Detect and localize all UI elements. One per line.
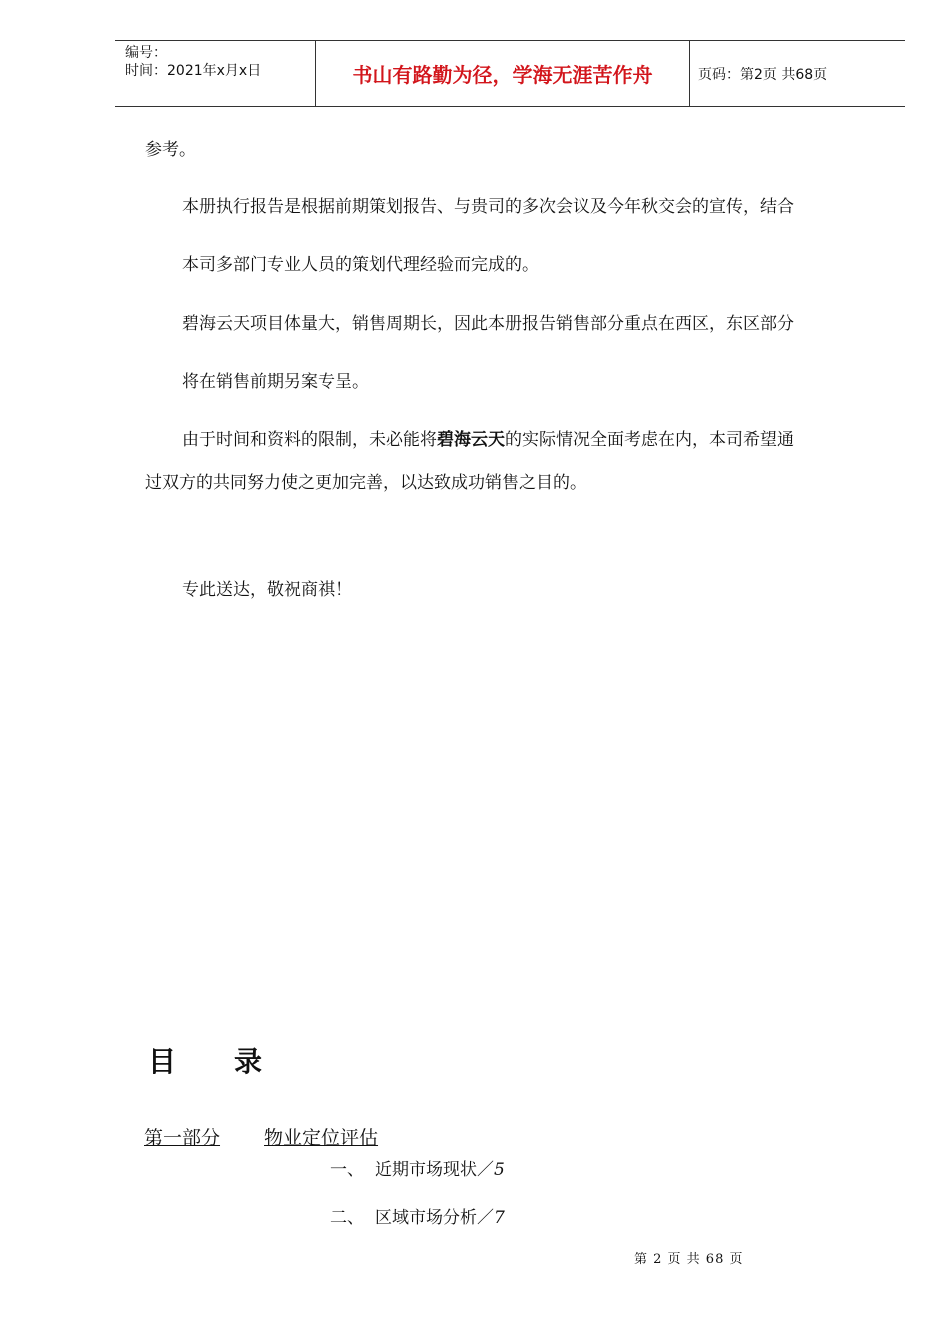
body-line-5: 将在销售前期另案专呈。	[182, 372, 369, 392]
toc-title-b: 录	[234, 1045, 263, 1078]
toc-part-1[interactable]	[144, 1123, 378, 1150]
page-footer: 第 2 页 共 68 页	[634, 1252, 744, 1267]
toc-item-1-page: 5	[494, 1160, 505, 1180]
time-label: 时间：2021年x月x日	[125, 63, 262, 79]
body-line-6	[182, 425, 794, 450]
toc-title-a: 目	[148, 1045, 177, 1078]
body-line-1: 参考。	[145, 140, 196, 160]
body-line-4: 碧海云天项目体量大，销售周期长，因此本册报告销售部分重点在西区，东区部分	[182, 314, 794, 334]
closing-line: 专此送达，敬祝商祺！	[182, 580, 352, 600]
toc-item-2-text: 区域市场分析／	[375, 1208, 494, 1228]
toc-part-1-title: 物业定位评估	[264, 1127, 379, 1149]
header-page-info: 页码：第2页 共68页	[698, 66, 828, 83]
toc-part-1-label: 第一部分	[144, 1127, 221, 1149]
toc-item-1-num: 一、	[330, 1160, 364, 1180]
toc-item-2[interactable]	[330, 1203, 505, 1228]
toc-item-2-page: 7	[494, 1208, 505, 1228]
toc-item-1-text: 近期市场现状／	[375, 1160, 494, 1180]
toc-item-2-num: 二、	[330, 1208, 364, 1228]
body-line-2: 本册执行报告是根据前期策划报告、与贵司的多次会议及今年秋交会的宣传，结合	[182, 197, 794, 217]
body-line-6-post: 的实际情况全面考虑在内，本司希望通	[505, 430, 794, 450]
page-header	[115, 40, 905, 107]
body-line-6-pre: 由于时间和资料的限制，未必能将	[182, 430, 437, 450]
serial-label: 编号：	[125, 45, 167, 61]
toc-item-1[interactable]	[330, 1155, 505, 1180]
body-line-7: 过双方的共同努力使之更加完善，以达致成功销售之目的。	[145, 473, 587, 493]
toc-title	[148, 1040, 262, 1080]
body-line-3: 本司多部门专业人员的策划代理经验而完成的。	[182, 255, 539, 275]
header-motto: 书山有路勤为径，学海无涯苦作舟	[316, 41, 690, 106]
header-meta	[115, 41, 316, 106]
project-name: 碧海云天	[437, 430, 505, 450]
